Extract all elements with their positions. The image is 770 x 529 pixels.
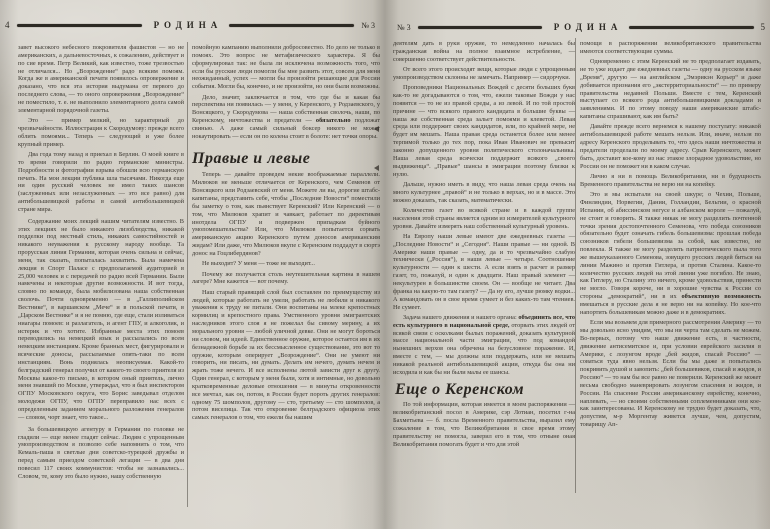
bold-emphasis: объективную возможность [681, 293, 761, 301]
article-paragraph: Лично я ни в помощь Великобритании, ни в будущность Временного правительства не верю ни на копейку. [580, 173, 761, 188]
section-heading-esche-o-kerenskom: Еще о Керенском [395, 380, 525, 398]
column-divider [187, 42, 188, 507]
article-paragraph: Не выходит? У меня — тоже не выходит... [202, 260, 315, 268]
right-page-header [397, 22, 765, 32]
paragraph-text: подложат свинью. А даже самый сильный боксер никого не может нокаутировать — если он по колена стоит в болоте: нет точки опоры. [192, 117, 381, 140]
left-page-column-1 [18, 44, 184, 483]
right-page [385, 0, 770, 529]
article-paragraph: От всего этого происходят вещи, которые люди с упрощенным умопроизводством склонны не замечать. Например — сидорчуки. [393, 66, 575, 81]
right-page-column-2 [580, 40, 761, 432]
paragraph-text: Это и мы испытали на своей шкуре; о Чехии, Польше, Финляндии, Норвегии, Дании, Голландии, Бельгии, о красной Испании, об абиссинском негусе и албанском короле — пожалуй, не стоит и говорить. Я также никак не могу разделить почтенной точки зрения достопочтенного Семенова, что победа союзников обязательно будет означать гибель большевизма: прошлая победа союзников гибели большевизма за собой, как известно, не повлекла. Я также не могу разделять патриотического пыла того же вышеуказанного Семенова, зовущего русских людей биться на линии Мажино и против Гитлера, и против Сталина. Какое-то количество русских людей на этой линии уже погибло. Не знаю, как Гитлеру, но Сталину это ничего, кроме удовольствия, принести не могло. Говоря короче, ни в хорошие чувства к России со стороны „демократий“, ни в их [580, 191, 761, 301]
article-paragraph: Почему же получается столь неутешительная картина в нашем лагере? Мне кажется — вот почему. [192, 270, 380, 286]
article-paragraph: Дальше, нужно иметь в виду, что наша левая среда очень на много культурнее „правой“ и не только в верхах, но и в массе. Это можно доказать, так сказать, математически. [393, 180, 575, 204]
masthead-title: РОДИНА [553, 22, 623, 32]
article-paragraph: По той информации, которая имеется в моем распоряжении — великобританский посол в Америке, сэр Лотиан, посетил г-на Бахметьева — б. посла Временного правительства, выразил ему сожаление в том, что Великобритания в свое время этому правительству не помогла, заверил его в том, что отныне оная Великобритания помогать будет и что для этой [393, 401, 575, 448]
article-paragraph: завет высокого небесного покровителя фашистов — но не американских, а дальневосточных, к сожалению, действует и по сие время. Петр Великий, как известно, тоже трезвостью не отличался... Но „Возрождение“ радо всяким помоям. Когда же в американской печати появилось опровержение и доказано, что вся эта история выдумана от первого до последнего слова, — то оного опровержения „Возрождение“ не поместило, т. е. не выполнило элементарного долга самой элементарной порядочной газеты. [18, 44, 184, 114]
left-page-column-2 [192, 44, 380, 425]
article-paragraph: Это — пример мелкий, но характерный до чрезвычайности. Иллюстрация к Скородумову: прежде всего облить помоями... Теперь — следующий и уже более крупный пример. [18, 117, 184, 148]
article-paragraph: помощи в распоряжении великобританского правительства имеются соответствующие суммы. [580, 40, 761, 55]
header-rule [229, 24, 354, 27]
header-rule [629, 26, 753, 29]
bold-emphasis: обязательно [315, 117, 351, 125]
article-paragraph: Теперь — давайте проведем некие воображаемые параллели. Милюков не меньше отличается от Керенского, чем Семенов от Вонсяцкого или Родзаевский от меня. Можете ли вы, дорогие штабс-капитаны, представить себе, чтобы „Последние Новости“ поместили бы заметку о том, как пьянствует Керенский? Или Керенский — о том, что Милюков храпит и чавкает, работает по директивам инотдела ОГПУ и подвержен припадкам буйного умопомешательства? Или, что Милюков попытается сорвать американскую акцию Керенского путем доносов американским жидам? Или даже, что Милюков вкупе с Керенским поддадут в сюртэ донос на Гоцлибердянов? [192, 171, 380, 257]
article-paragraph [580, 191, 761, 317]
left-page-number: 4 [5, 20, 10, 30]
bold-emphasis: объединить все, что есть культурного в национальной среде, [393, 313, 576, 329]
article-paragraph [393, 314, 575, 377]
header-rule [418, 26, 542, 29]
issue-number: № 3 [361, 20, 375, 30]
section-heading-pravye-i-levye: Правые и левые [192, 149, 311, 167]
article-paragraph: Два года тому назад я приехал в Берлин. О моей книге в то время говорили по радио германские министры. Подробности и фотографии взрыва обошли всю германскую печать. На мои лекции публика шла тысячами. Никогда еще ни один русский человек не имел таких шансов (заслуженных или незаслуженных — это все равно) для антибольшевицкой работы в самой антибольшевицкой стране мира. [18, 150, 184, 213]
paragraph-text: Дело, значит, заключается в том, что где бы и какая бы перспектива ни появилась — у меня, у Керенского, у Родзаевского, у Вонсяцкого, у Скородумова — наша собственная сволочь, наши, по Керенскому, ничтожества и предатели — [192, 93, 380, 125]
article-paragraph [192, 94, 380, 141]
article-paragraph: Если мы возьмем для примерного рассмотрения Америку — то мы довольно ясно увидим, что мы ни черта там сделать не можем. Во-первых, потому что наше движение есть, в частности, движение антисемитское и, при условии еврейского засилия в Америке, с лозунгом вроде „бей жидов, спасай Россию“ — соваться туда явно нельзя. Если бы мы даже и попытались покривить душой и завопить: „бей большевиков, спасай и жидов, и Россию“ — то нам бы все равно не поверили. Керенский же может весьма свободно маневрировать лозунгом спасения и жидов, и России. На спасение России американскому еврейству, конечно, наплевать, — но своими собственными соплеменниками они кое-как заинтересованы. И Керенскому не трудно будет доказать, что, допустим, м-р Моргентау живется лучше, чем, допустим, товарищу Ап- [580, 319, 761, 429]
masthead-title: РОДИНА [153, 20, 223, 30]
article-paragraph: Одновременно с этим Керенский не то предполагает издавать, не то уже издает две ежедневных газеты — одну на русском языке „Время“, другую — на английском „Эмэрикэн Корьер“ и даже добивается признания его „экстерриториальности“ — по примеру правительства недавней Польши. Вместе с тем, Керенский выступает со всякого рода антибольшевицкими докладами и заявлениями. И по этому поводу наши американские штабс-капитаны спрашивают, как им быть? [580, 58, 761, 121]
paragraph-text: Задача нашего движения и нашего органа: [403, 313, 519, 321]
article-paragraph: Наш старый правящий слой был составлен по преимуществу из людей, которые работать не умели, работать не любили и никакого уважения к труду не питали. Они воспитаны на млеке крепостных кормилиц и крепостного права. Умственного уровня эмигрантских наследников этого слоя я не пожелал бы сивому мерину, а их морального уровня — любой уличной девке. Они не могут бороться ни словом, ни идеей. Единственное оружие, которое остается им в их безнадежной борьбе за их бессмысленное существование, это вот то оружие, которым оперирует „Возрождение“. Они не умеют ни говорить, ни писать, ни думать. Делать им нечего, думать нечем и жрать тоже нечего. И все исполнены лютой зависти друг к другу. Один генерал, с которым у меня были, хотя и интимные, но довольно кратковременные деловые отношения — в минуты откровенности все мечтал, как он, потом, в России будет пороть других генералов: одному 75 шомполов, другому — сто, третьему — сто шомполов, а потом виселица. Так что откровение белградского официоза этих самых генералов о том, что ежели бы нашим [192, 288, 380, 422]
paragraph-text: оторвать этих людей от всякой связи с осколками былых поражений, доказать культурной массе национальной части эмиграции, что под командой нынешних верхов она обречена на безусловное поражение. И, вместе с тем, — мы должны или поддержать, или не мешать никакой реальной антибольшевицкой акции, откуда бы она ни исходила и как бы ни были малы ее шансы. [393, 321, 575, 376]
header-rule [17, 24, 142, 27]
article-paragraph: Давайте прежде всего вернемся к нашему постулату: никакой антибольшевицкой работе мешать нельзя. Или, иначе, нельзя по адресу Керенского проделывать то, что здесь наши ничтожества и предатели проделали по моему адресу. Срыв Керенского, может быть, доставит кое-кому из нас этакое злорадное удовольствие, но России он не поможет ни в каком случае. [580, 123, 761, 170]
issue-number: № 3 [397, 22, 411, 32]
column-divider [575, 38, 576, 493]
right-page-number: 5 [760, 22, 765, 32]
left-page-header [5, 20, 375, 30]
article-paragraph: Содержание моих лекций нашим читателям известно. В этих лекциях не было никакого лизоблюдства, никакой подделки под местный стиль, никаких самостийностей и никакого неуважения к русскому народу вообще. Та прорусская линия Германии, которая очень сильна и сейчас, меня, так сказать, попыталась захватить. Была намечена лекция в Спорт Паласе с предполагаемой аудиторией в 25,000 человек и с передачей по радио всей Германии. Были намечены и некоторые другие возможности. И вот тогда, словно по команде, была мобилизована наша собственная сволочь. Почти одновременно — в „Галлиполийском Вестнике“, в варшавском „Мече“ и в польской печати, в „Царском Вестнике“ и я не помню, где еще, стали изливаться ниагары помоев: и разлагатель, и агент ГПУ, и алкоголик, и истерик и что хотите. Избранные места этих помоев переводились на немецкий язык и рассылались по всем немецким инстанциям. Кроме бранных мест, фигурировали и всяческие доносы, рассылаемые опять-таки по всем инстанциям. Вонь поднялась неописуемая. Какой-то белградский генерал получил от какого-то своего приятеля из Москвы какое-то письмо, в котором оный приятель, лично меня знавший по Москве, утверждал, что я был инспектором ОГПУ Московского округа, что Борис заведывал отделом молодежи ОГПУ, что ОГПУ переправило нас всех с определенным заданием морального разложения генералов — словом, чорт знает, что такое... [18, 217, 184, 421]
article-paragraph: На Европу наши левые имеют две ежедневных газеты — „Последние Новости“ и „Сегодня“. Наши правые — ни одной. В Америке наши правые — одну, да и то чрезвычайно слабую технически („Россия“), и наши левые — четыре. Соотношение культурности — один к шести. А если взять в расчет и размер газет, то, пожалуй, и один к двадцати. Наш правый элемент — некультурен в большинстве своем. Он — вообще не читает. Два франка на какую-то там газету? — Да ну его, лучше рюмку водки... А командовать он в свое время сумеет и без каких-то там чтениев. Не сумеет. [393, 232, 575, 311]
right-page-column-1 [393, 40, 575, 451]
article-paragraph: Проповедники Национальных Вождей с десяти больших букв как-то не догадываются о том, что, ежели таковые Вожди у нас появятся — то не из правой среды, а из левой. И по той простой причине — что всякого правого кандидата в большие буквы — наша же собственная среда зальет помоями и клеветой. Левая среда или поддержит своих кандидатов, или, по крайней мере, не будет им мешать. Наша правая среда останется более или менее терпимой только до тех пор, пока Иван Иванович не превысит законно допущенного уровня политического столоначальника. Наша левая среда всячески поддержит всякого „своего выдвиженца“. „Правые“ шансы в эмиграции поэтому близки к нулю. [393, 84, 575, 178]
article-paragraph: помойную кампанию выполнили добросовестно. Но дело не только в помоях. Это вопрос не метафизического характера. Я бы сформулировал так: не была ли исключена возможность того, что если бы русские люди помогли бы мне развить этот, совсем для меня неожиданный, успех — могли бы произойти решающие для России события. Могли бы, конечно, и не произойти, но они были возможны. [192, 44, 380, 91]
article-paragraph: Количество газет во всякой стране и в каждой группе населения этой страны является одним из измерителей культурного уровня. Давайте измерять наш собственный культурный уровень. [393, 206, 575, 230]
article-paragraph: За большевицкую агентуру в Германии по головке не гладили — еще менее гладят сейчас. Людям с упрощенным умопроизводством я позволю себе напомнить о том, что Кемаль-паша в светлые дни советско-турецкой дружбы и перед самым приездом советской легации — в два дня повесил 117 своих коммунистов: чтобы не зазнавались... Словом, те, кому это было нужно, нашу собственную [18, 425, 184, 480]
paragraph-text: вмешаться в русские дела я не верю ни на копейку. Но кое-что напортить большевикам можно даже и в демократиях. [580, 301, 761, 316]
article-paragraph: деятелям дать в руки оружие, то немедленно началась бы гражданская война на полное взаимное истребление, — совершенно соответствует действительности. [393, 40, 575, 63]
